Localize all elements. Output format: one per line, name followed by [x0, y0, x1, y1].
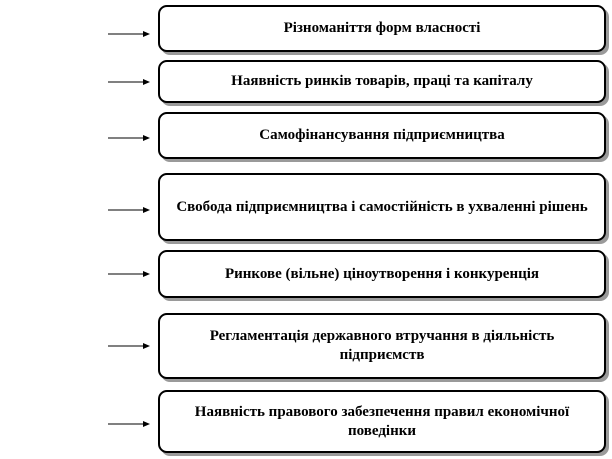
arrow-icon: [108, 77, 150, 87]
diagram-node: [158, 390, 606, 453]
diagram-node: [158, 60, 606, 103]
arrow-icon: [108, 133, 150, 143]
arrow-icon: [108, 29, 150, 39]
diagram-node-label: Наявність правового забезпечення правил економічної поведінки: [194, 403, 570, 439]
arrow-icon: [108, 205, 150, 215]
arrow-icon: [108, 419, 150, 429]
diagram-node: [158, 250, 606, 298]
diagram-node-label: Ринкове (вільне) ціноутворення і конкуренція: [224, 265, 540, 282]
arrow-icon: [108, 269, 150, 279]
diagram-node-label: Самофінансування підприємництва: [259, 127, 505, 143]
diagram-node: [158, 5, 606, 52]
diagram-node: [158, 173, 606, 241]
diagram-node-label: Наявність ринків товарів, праці та капіталу: [231, 73, 533, 89]
diagram-node-label: Різноманіття форм власності: [283, 20, 481, 36]
diagram-node: [158, 313, 606, 379]
diagram-node-label: Свобода підприємництва і самостійність в ухваленні рішень: [176, 198, 588, 215]
diagram-node: [158, 112, 606, 159]
arrow-icon: [108, 341, 150, 351]
diagram-node-label: Регламентація державного втручання в діяльність підприємств: [209, 328, 555, 363]
